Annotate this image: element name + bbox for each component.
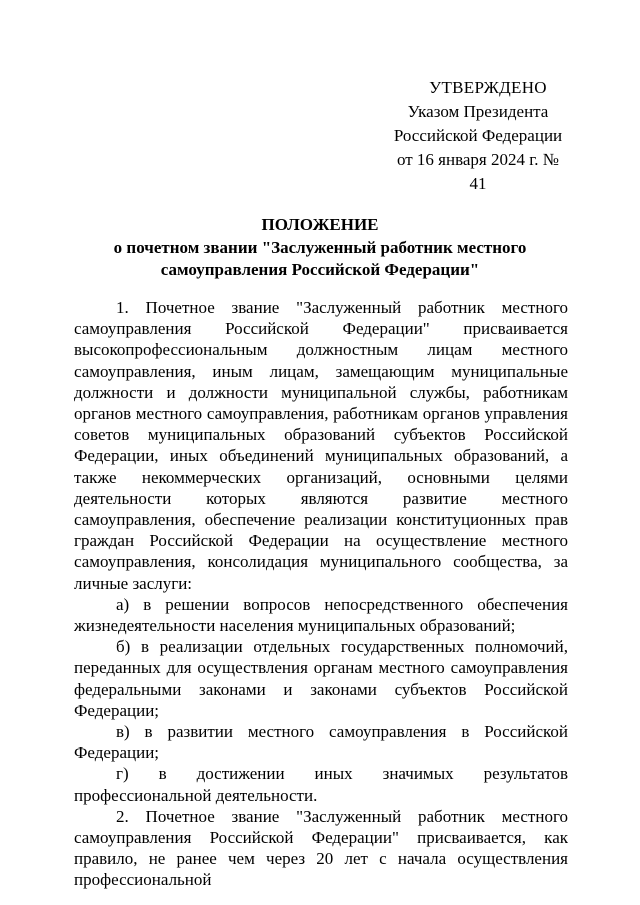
paragraph-subclause-v: в) в развитии местного самоуправления в Российской Федерации; <box>74 722 568 763</box>
approval-block <box>368 76 568 196</box>
approval-stamp-label: УТВЕРЖДЕНО <box>429 78 547 97</box>
document-body <box>74 297 568 891</box>
approval-line-date: от 16 января 2024 г. № 41 <box>396 150 560 193</box>
document-title: ПОЛОЖЕНИЕ <box>261 215 379 234</box>
document-subtitle-line-2: самоуправления Российской Федерации" <box>160 260 480 279</box>
paragraph-clause-2: 2. Почетное звание "Заслуженный работник местного самоуправления Российской Федерации" присваивается, как правило, не ранее чем через 20 лет с начала осуществления профессиональной <box>74 806 568 890</box>
paragraph-subclause-a: а) в решении вопросов непосредственного обеспечения жизнедеятельности населения муниципальных образований; <box>74 594 568 636</box>
document-subtitle-line-1: о почетном звании "Заслуженный работник местного <box>113 238 527 257</box>
paragraph-subclause-b: б) в реализации отдельных государственных полномочий, переданных для осуществления органам местного самоуправления федеральными законами и законами субъектов Российской Федерации; <box>74 637 568 720</box>
document-subtitle <box>74 237 566 281</box>
approval-line-decree: Указом Президента <box>407 102 549 121</box>
approval-line-federation: Российской Федерации <box>393 126 563 145</box>
paragraph-subclause-g: г) в достижении иных значимых результатов профессиональной деятельности. <box>74 764 568 805</box>
paragraph-clause-1: 1. Почетное звание "Заслуженный работник местного самоуправления Российской Федерации" присваивается высокопрофессиональным должностным лицам местного самоуправления, иным лицам, замещающим муниципальные должности и должности муниципальной службы, работникам органов местного самоуправления, работникам органов управления советов муниципальных образований субъектов Российской Федерации, иных объединений муниципальных образований, а также некоммерческих организаций, основными целями деятельности которых являются развитие местного самоуправления, обеспечение реализации конституционных прав граждан Российской Федерации на осуществление местного самоуправления, консолидация муниципального сообщества, за личные заслуги: <box>74 298 568 593</box>
